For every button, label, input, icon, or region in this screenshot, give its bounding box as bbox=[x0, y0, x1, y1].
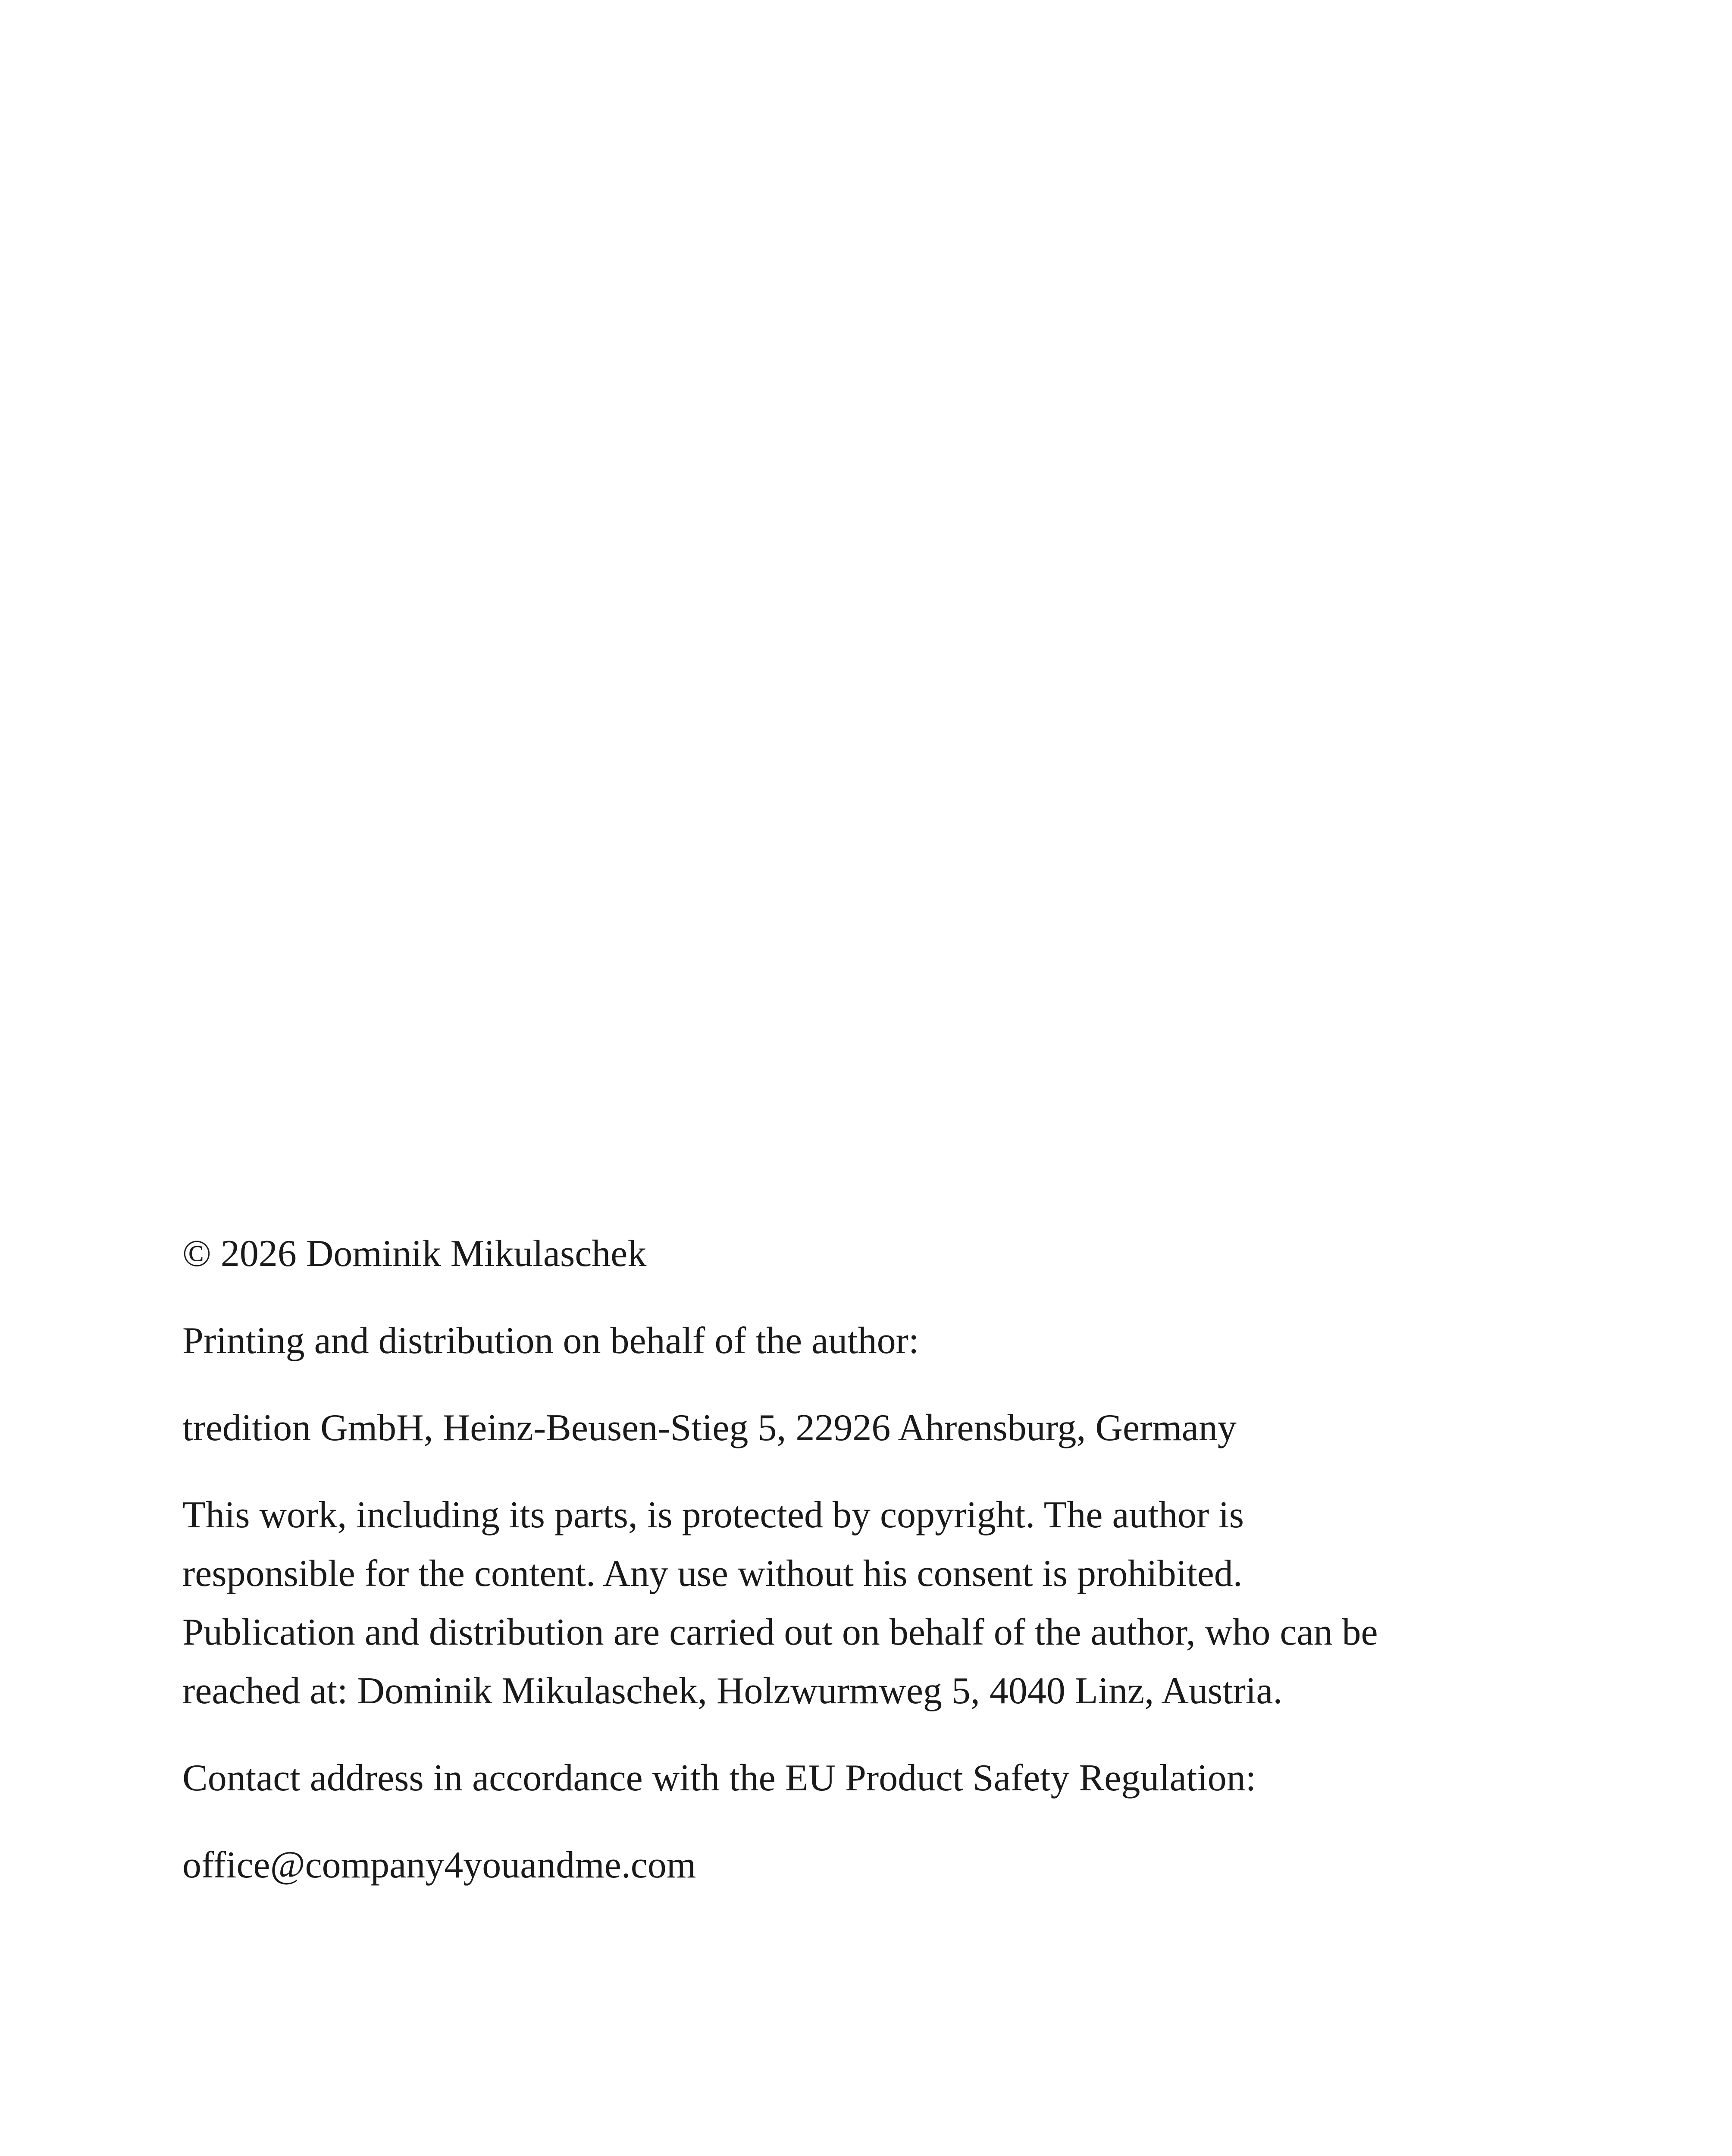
legal-notice bbox=[182, 1486, 1584, 1720]
imprint-block bbox=[182, 1225, 1584, 1923]
printing-note: Printing and distribution on behalf of the author: bbox=[182, 1320, 919, 1362]
legal-notice-line: reached at: Dominik Mikulaschek, Holzwurmweg 5, 4040 Linz, Austria. bbox=[182, 1670, 1283, 1712]
contact-label: Contact address in accordance with the EU Product Safety Regulation: bbox=[182, 1757, 1256, 1799]
legal-notice-line: Publication and distribution are carried out on behalf of the author, who can be bbox=[182, 1611, 1378, 1653]
legal-notice-line: responsible for the content. Any use without his consent is prohibited. bbox=[182, 1553, 1243, 1595]
copyright-notice: © 2026 Dominik Mikulaschek bbox=[182, 1233, 647, 1275]
legal-notice-line: This work, including its parts, is protected by copyright. The author is bbox=[182, 1494, 1244, 1536]
publisher-address: tredition GmbH, Heinz-Beusen-Stieg 5, 22926 Ahrensburg, Germany bbox=[182, 1407, 1237, 1449]
contact-email: office@company4youandme.com bbox=[182, 1844, 696, 1886]
